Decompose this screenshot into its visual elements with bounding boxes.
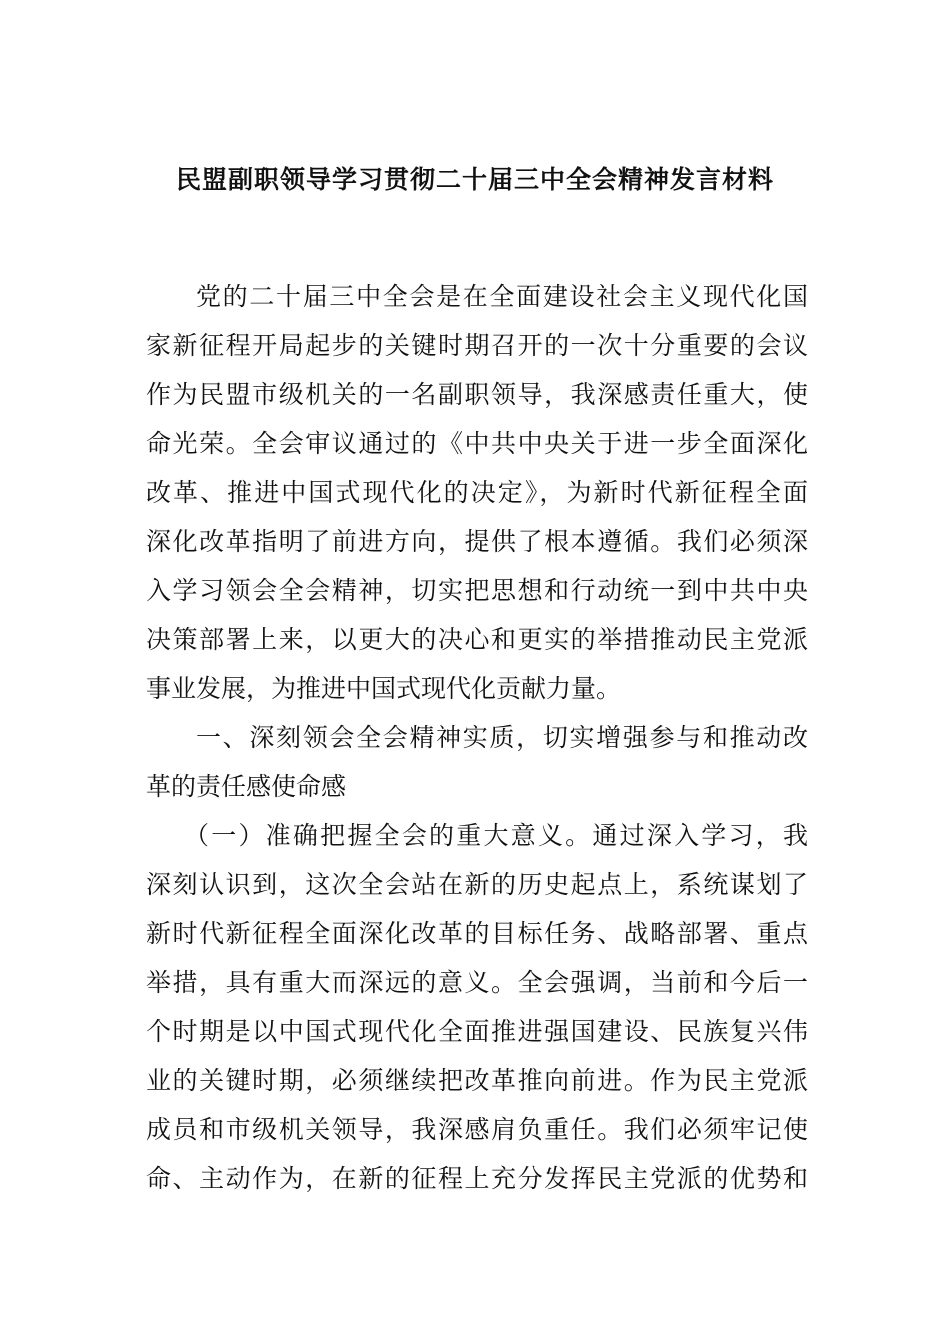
paragraph-line: 深化改革指明了前进方向，提供了根本遵循。我们必须深 (146, 527, 808, 556)
document-title: 民盟副职领导学习贯彻二十届三中全会精神发言材料 (175, 165, 774, 194)
subsection-line: （一）准确把握全会的重大意义。通过深入学习，我 (184, 821, 808, 850)
section-heading-line: 一、深刻领会全会精神实质，切实增强参与和推动改 (196, 723, 808, 752)
paragraph-line: 成员和市级机关领导，我深感肩负重任。我们必须牢记使 (146, 1115, 808, 1144)
paragraph-line: 入学习领会全会精神，切实把思想和行动统一到中共中央 (146, 576, 808, 605)
paragraph-line: 命光荣。全会审议通过的《中共中央关于进一步全面深化 (146, 429, 808, 458)
paragraph-line: 个时期是以中国式现代化全面推进强国建设、民族复兴伟 (146, 1017, 808, 1046)
paragraph-line: 业的关键时期，必须继续把改革推向前进。作为民主党派 (146, 1066, 808, 1095)
paragraph-line: 深刻认识到，这次全会站在新的历史起点上，系统谋划了 (146, 870, 808, 899)
paragraph-line: 举措，具有重大而深远的意义。全会强调，当前和今后一 (146, 968, 808, 997)
paragraph-line: 党的二十届三中全会是在全面建设社会主义现代化国 (196, 282, 808, 311)
paragraph-line: 决策部署上来，以更大的决心和更实的举措推动民主党派 (146, 625, 808, 654)
paragraph-line: 命、主动作为，在新的征程上充分发挥民主党派的优势和 (146, 1164, 808, 1193)
document-body (146, 272, 808, 1203)
paragraph-line: 作为民盟市级机关的一名副职领导，我深感责任重大，使 (146, 380, 808, 409)
paragraph-line: 改革、推进中国式现代化的决定》，为新时代新征程全面 (146, 478, 808, 507)
paragraph-line: 事业发展，为推进中国式现代化贡献力量。 (146, 674, 622, 703)
paragraph-line: 新时代新征程全面深化改革的目标任务、战略部署、重点 (146, 919, 808, 948)
section-heading-line: 革的责任感使命感 (146, 772, 347, 801)
paragraph-line: 家新征程开局起步的关键时期召开的一次十分重要的会议 (146, 331, 808, 360)
